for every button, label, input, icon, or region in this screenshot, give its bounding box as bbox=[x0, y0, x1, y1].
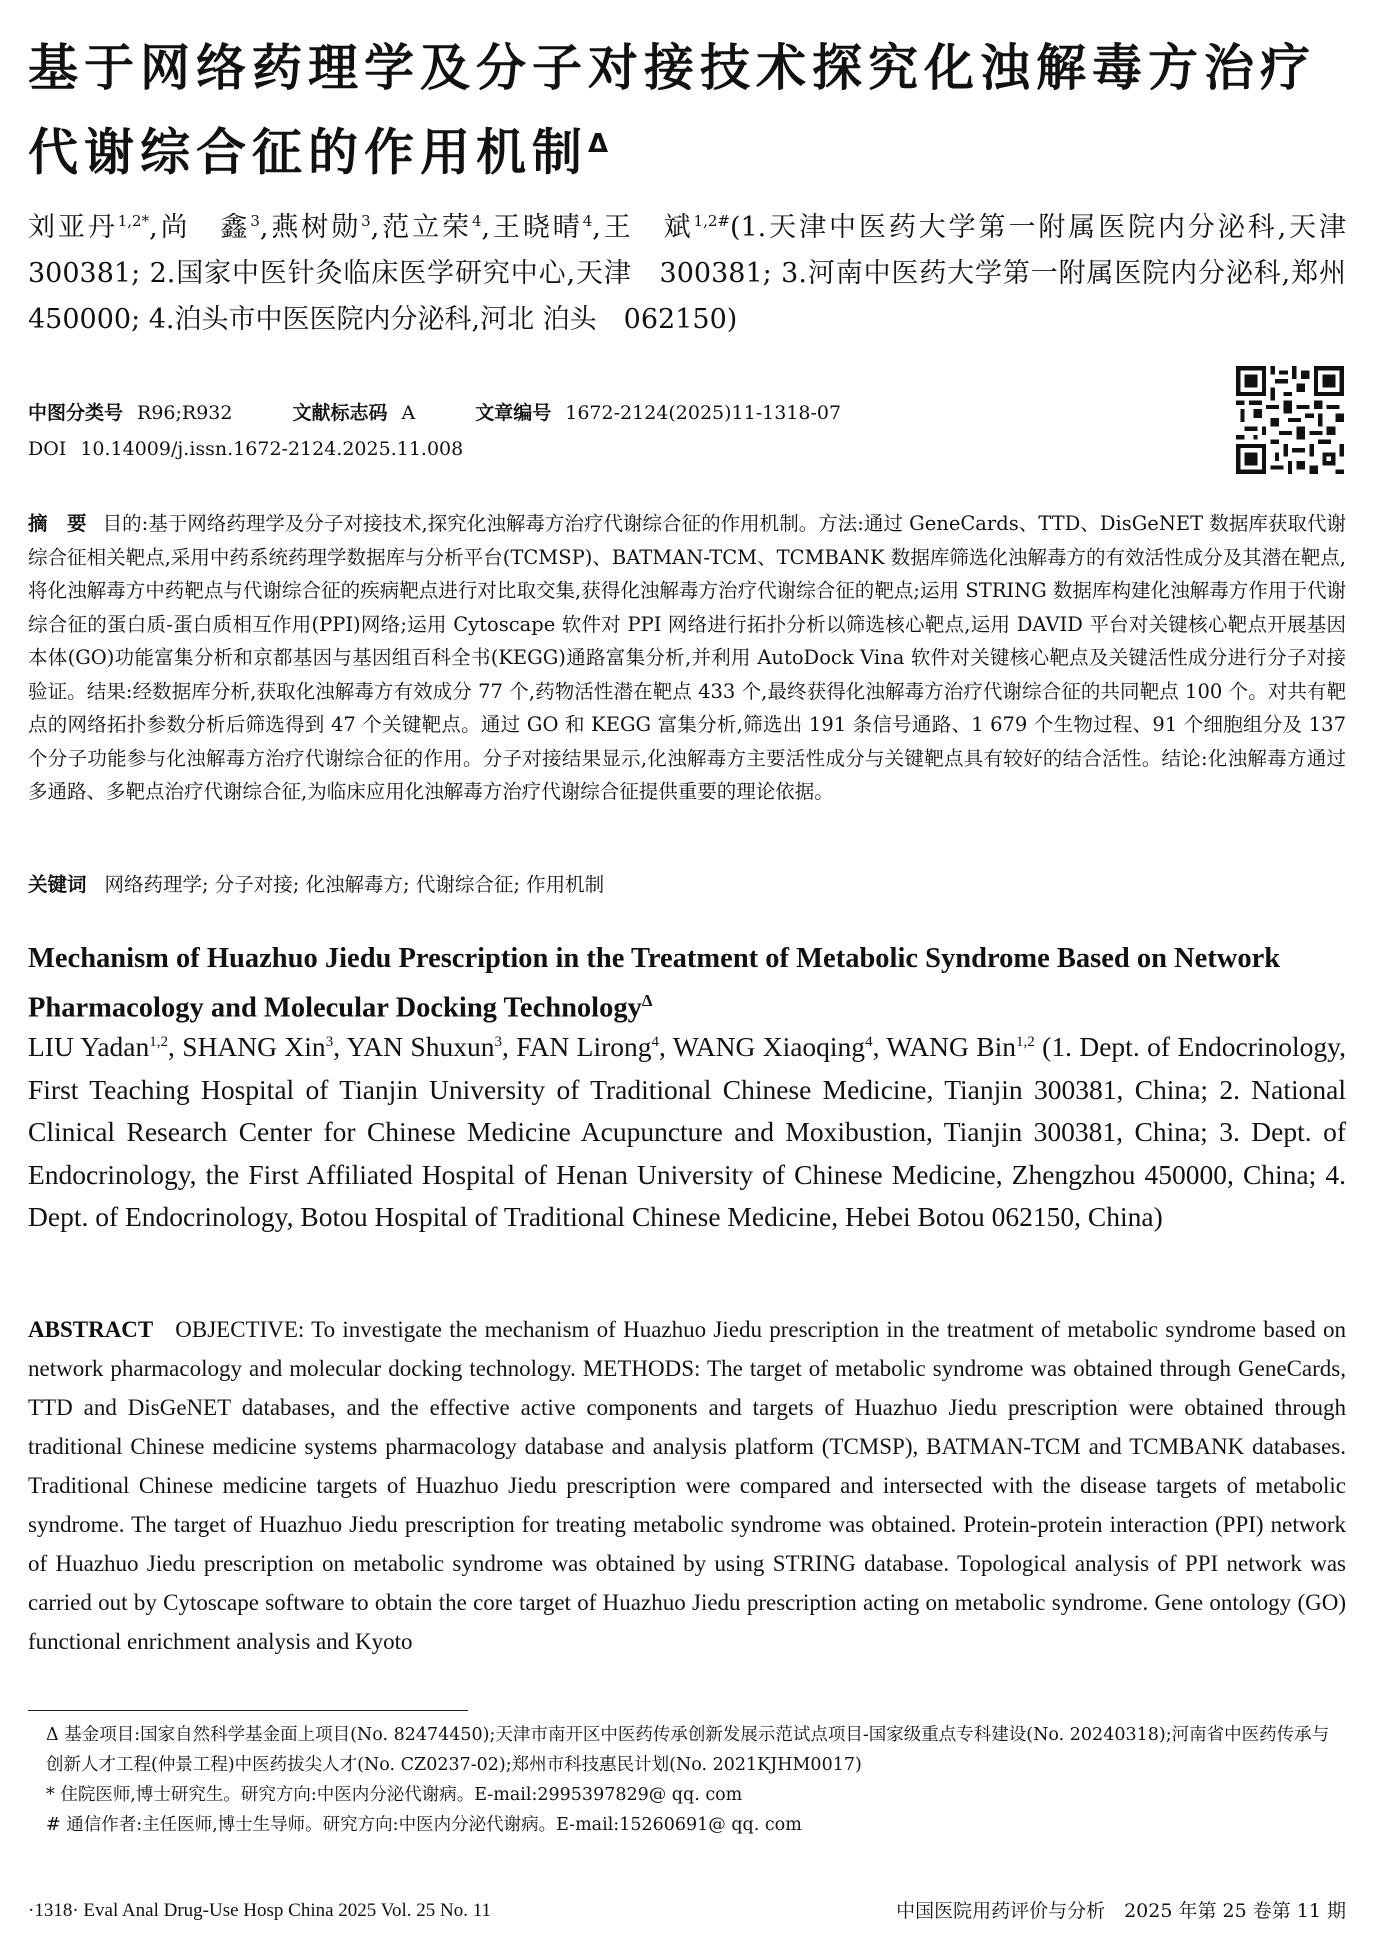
title-en-text: Mechanism of Huazhuo Jiedu Prescription in the Treatment of Metabolic Syndrome Based on Network Pharmacology and Molecular Docking Technology bbox=[28, 943, 1281, 1024]
abstract-en bbox=[28, 1310, 1346, 1661]
author-cn-sup: 3 bbox=[361, 212, 371, 230]
author-cn: 王晓晴 bbox=[490, 212, 583, 243]
footnote-fund: Δ 基金项目:国家自然科学基金面上项目(No. 82474450);天津市南开区中医药传承创新发展示范试点项目-国家级重点专科建设(No. 20240318);河南省中医药传承与创新人才工程(仲景工程)中医药拔尖人才(No. CZ0237-02);郑州市科技惠民计划(No. 2021KJHM0017) bbox=[46, 1725, 1330, 1775]
title-cn-mark: Δ bbox=[588, 129, 609, 159]
meta-line-1 bbox=[28, 395, 1228, 431]
author-cn: 刘亚丹 bbox=[28, 212, 118, 243]
author-en-sup: 3 bbox=[494, 1034, 502, 1050]
article-no-label: 文章编号 bbox=[475, 402, 552, 424]
author-cn-sup: 1,2# bbox=[693, 212, 730, 230]
affiliations-cn: (1.天津中医药大学第一附属医院内分泌科,天津 300381; 2.国家中医针灸临床医学研究中心,天津 300381; 3.河南中医药大学第一附属医院内分泌科,郑州 450000; 4.泊头市中医医院内分泌科,河北 泊头 062150) bbox=[28, 212, 1374, 335]
keywords-cn bbox=[28, 869, 1346, 901]
affiliations-en: (1. Dept. of Endocrinology, First Teaching Hospital of Tianjin University of Traditional Chinese Medicine, Tianjin 300381, China; 2. National Clinical Research Center for Chinese Medicine Acupuncture and Moxibustion, Tianjin 300381, China; 3. Dept. of Endocrinology, the First Affiliated Hospital of Henan University of Chinese Medicine, Zhengzhou 450000, China; 4. Dept. of Endocrinology, Botou Hospital of Traditional Chinese Medicine, Hebei Botou 062150, China) bbox=[28, 1031, 1346, 1233]
keywords-cn-label: 关键词 bbox=[28, 873, 87, 896]
footnotes bbox=[46, 1720, 1346, 1840]
author-cn-sup: 3 bbox=[250, 212, 260, 230]
qr-code-icon bbox=[1236, 366, 1344, 474]
abstract-cn-text: 目的:基于网络药理学及分子对接技术,探究化浊解毒方治疗代谢综合征的作用机制。方法:通过 GeneCards、TTD、DisGeNET 数据库获取代谢综合征相关靶点,采用中药系统药理学数据库与分析平台(TCMSP)、BATMAN-TCM、TCMBANK 数据库筛选化浊解毒方的有效活性成分及其潜在靶点,将化浊解毒方中药靶点与代谢综合征的疾病靶点进行对比取交集,获得化浊解毒方治疗代谢综合征的靶点;运用 STRING 数据库构建化浊解毒方作用于代谢综合征的蛋白质-蛋白质相互作用(PPI)网络;运用 Cytoscape 软件对 PPI 网络进行拓扑分析以筛选核心靶点,运用 DAVID 平台对关键核心靶点开展基因本体(GO)功能富集分析和京都基因与基因组百科全书(KEGG)通路富集分析,并利用 AutoDock Vina 软件对关键核心靶点及关键活性成分进行分子对接验证。结果:经数据库分析,获取化浊解毒方有效成分 77 个,药物活性潜在靶点 433 个,最终获得化浊解毒方治疗代谢综合征的共同靶点 100 个。对共有靶点的网络拓扑参数分析后筛选得到 47 个关键靶点。通过 GO 和 KEGG 富集分析,筛选出 191 条信号通路、1 679 个生物过程、91 个细胞组分及 137 个分子功能参与化浊解毒方治疗代谢综合征的作用。分子对接结果显示,化浊解毒方主要活性成分与关键靶点具有较好的结合活性。结论:化浊解毒方通过多通路、多靶点治疗代谢综合征,为临床应用化浊解毒方治疗代谢综合征提供重要的理论依据。 bbox=[28, 512, 1346, 803]
article-no-value: 1672-2124(2025)11-1318-07 bbox=[565, 402, 842, 424]
abstract-en-label: ABSTRACT bbox=[28, 1317, 154, 1342]
meta-line-2 bbox=[28, 431, 1228, 467]
author-cn-sup: 4 bbox=[582, 212, 593, 230]
doi-value[interactable]: 10.14009/j.issn.1672-2124.2025.11.008 bbox=[80, 438, 464, 460]
author-cn: 尚 鑫 bbox=[157, 212, 251, 243]
author-en: LIU Yadan bbox=[28, 1031, 150, 1063]
authors-en: LIU Yadan$^{1,2}$, SHANG Xin$^3$, YAN Shuxun$^3$, FAN Lirong$^4$, WANG Xiaoqing$^4$, WANG Bin$^{1,2}$ (1. Dept. of Endocrinology, First Teaching Hospital of Tianjin University of Traditional Chinese Medicine, Tianjin 300381, China; 2. National Clinical Research Center for Chinese Medicine Acupuncture and Moxibustion, Tianjin 300381, China; 3. Dept. of Endocrinology, the First Affiliated Hospital of Henan University of Chinese Medicine, Zhengzhou 450000, China; 4. Dept. of Endocrinology, Botou Hospital of Traditional Chinese Medicine, Hebei Botou 062150, China) bbox=[28, 1031, 1346, 1233]
author-cn-sup: 1,2* bbox=[117, 212, 150, 230]
author-cn: 燕树勋 bbox=[268, 212, 362, 243]
abstract-en-text: OBJECTIVE: To investigate the mechanism of Huazhuo Jiedu prescription in the treatment of metabolic syndrome based on network pharmacology and molecular docking technology. METHODS: The target of metabolic syndrome was obtained through GeneCards, TTD and DisGeNET databases, and the effective active components and targets of Huazhuo Jiedu prescription were obtained through traditional Chinese medicine systems pharmacology database and analysis platform (TCMSP), BATMAN-TCM and TCMBANK databases. Traditional Chinese medicine targets of Huazhuo Jiedu prescription were compared and intersected with the disease targets of metabolic syndrome. The target of Huazhuo Jiedu prescription for treating metabolic syndrome was obtained. Protein-protein interaction (PPI) network of Huazhuo Jiedu prescription on metabolic syndrome was obtained by using STRING database. Topological analysis of PPI network was carried out by Cytoscape software to obtain the core target of Huazhuo Jiedu prescription acting on metabolic syndrome. Gene ontology (GO) functional enrichment analysis and Kyoto bbox=[28, 1317, 1346, 1654]
footnote-rule bbox=[28, 1710, 468, 1711]
author-en-sup: 3 bbox=[325, 1034, 334, 1050]
author-en: WANG Xiaoqing bbox=[672, 1031, 866, 1063]
article-meta bbox=[28, 395, 1228, 467]
page-footer bbox=[28, 1896, 1346, 1926]
authors-cn: 刘亚丹$^{1,2*}$,尚 鑫$^3$,燕树勋$^3$,范立荣$^4$,王晓晴$^4$,王 斌$^{1,2\#}$(1.天津中医药大学第一附属医院内分泌科,天津 300381; 2.国家中医针灸临床医学研究中心,天津 300381; 3.河南中医药大学第一附属医院内分泌科,郑州 450000; 4.泊头市中医医院内分泌科,河北 泊头 062150) bbox=[28, 212, 1374, 335]
author-en: SHANG Xin bbox=[182, 1031, 326, 1063]
footnote-corresponding: # 通信作者:主任医师,博士生导师。研究方向:中医内分泌代谢病。E-mail:15260691@ qq. com bbox=[46, 1815, 802, 1835]
author-cn-sup: 4 bbox=[471, 212, 482, 230]
title-en-mark: Δ bbox=[641, 991, 653, 1010]
author-en-sup: 1,2 bbox=[149, 1034, 168, 1050]
doi-label: DOI bbox=[28, 438, 67, 460]
author-en: WANG Bin bbox=[886, 1031, 1016, 1063]
abstract-cn bbox=[28, 507, 1346, 809]
title-cn-text: 基于网络药理学及分子对接技术探究化浊解毒方治疗代谢综合征的作用机制 bbox=[28, 39, 1316, 182]
author-cn: 范立荣 bbox=[379, 212, 472, 243]
abstract-cn-label: 摘 要 bbox=[28, 512, 87, 535]
author-en: YAN Shuxun bbox=[346, 1031, 495, 1063]
title-en bbox=[28, 938, 1348, 1030]
title-cn bbox=[28, 30, 1348, 191]
author-en-sup: 4 bbox=[865, 1034, 873, 1050]
footnote-first-author: * 住院医师,博士研究生。研究方向:中医内分泌代谢病。E-mail:2995397829@ qq. com bbox=[46, 1785, 743, 1805]
clc-value: R96;R932 bbox=[137, 402, 233, 424]
doc-code-label: 文献标志码 bbox=[292, 402, 388, 424]
doc-code-value: A bbox=[401, 402, 416, 424]
clc-label: 中图分类号 bbox=[28, 402, 124, 424]
author-en-sup: 4 bbox=[651, 1034, 660, 1050]
footer-right: 中国医院用药评价与分析 2025 年第 25 卷第 11 期 bbox=[896, 1900, 1346, 1922]
author-cn: 王 斌 bbox=[600, 212, 694, 243]
author-en-sup: 1,2 bbox=[1016, 1034, 1035, 1050]
footer-left: ·1318· Eval Anal Drug-Use Hosp China 2025 Vol. 25 No. 11 bbox=[28, 1900, 492, 1921]
keywords-cn-text: 网络药理学; 分子对接; 化浊解毒方; 代谢综合征; 作用机制 bbox=[104, 873, 605, 896]
author-en: FAN Lirong bbox=[516, 1031, 652, 1063]
